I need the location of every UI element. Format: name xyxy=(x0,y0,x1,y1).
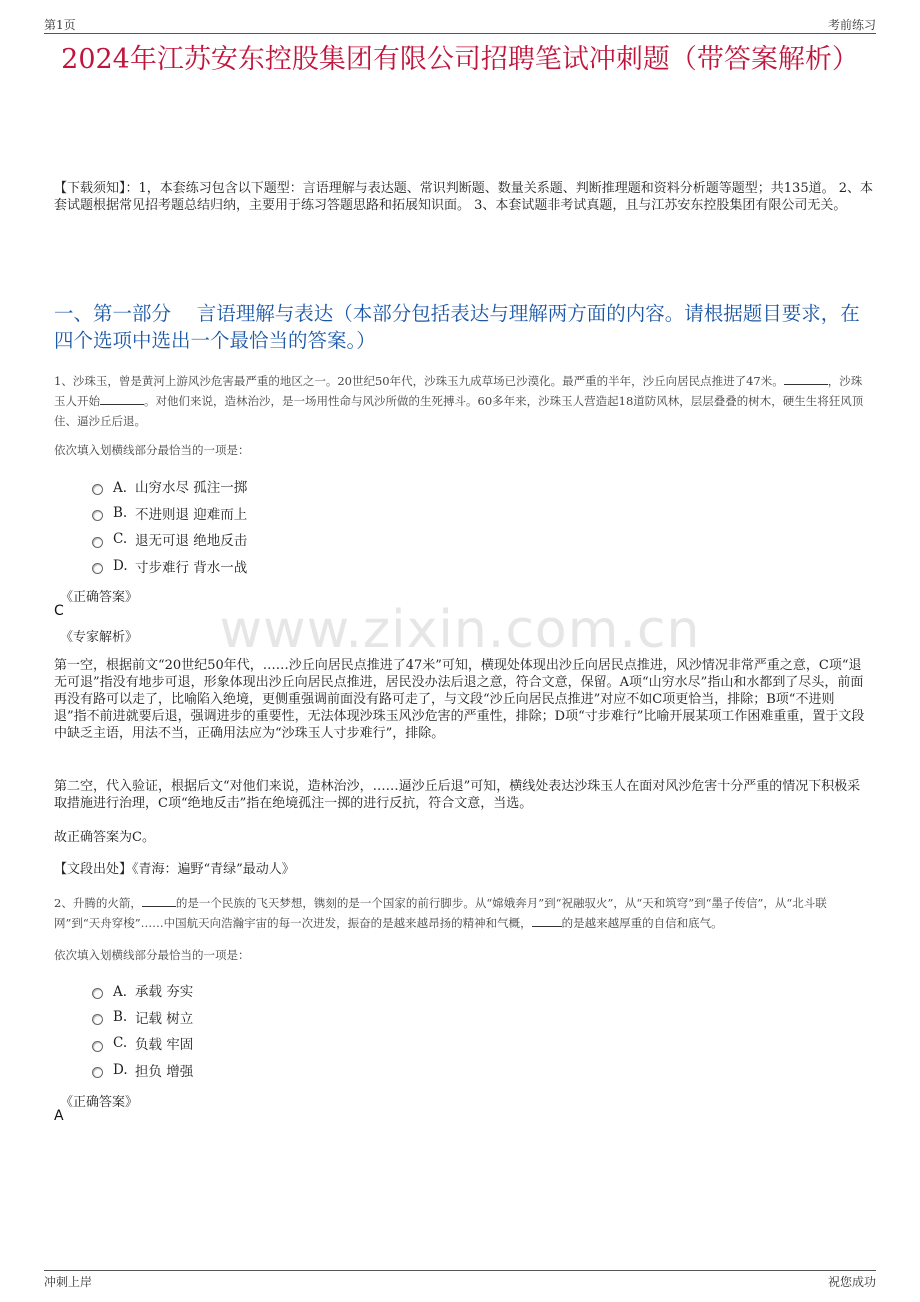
blank-2 xyxy=(532,914,562,927)
option-a[interactable]: A． 山穷水尽 孤注一掷 xyxy=(92,473,247,500)
footer-left-label: 冲刺上岸 xyxy=(44,1275,93,1289)
analysis-paragraph-2: 第二空，代入验证，根据后文“对他们来说，造林治沙，……逼沙丘后退”可知，横线处表达沙珠玉人在面对风沙危害十分严重的情况下积极采取措施进行治理，C项“绝地反击”指在绝境孤注一掷的进行反抗，符合文意，当选。 xyxy=(54,779,861,811)
footer-right-label: 祝您成功 xyxy=(827,1275,876,1289)
analysis-paragraph-1: 第一空，根据前文“20世纪50年代，……沙丘向居民点推进了47米”可知，横现处体现出沙丘向居民点推进，风沙情况非常严重之意，C项“退无可退”指没有地步可退，形象体现出沙丘向居民点推进，居民没办法后退之意，符合文意，保留。A项“山穷水尽”指山和水都到了尽头，前面再没有路可以走了，比喻陷入绝境，更侧重强调前面没有路可走了，与文段“沙丘向居民点推进”对应不如C项更恰当，排除；B项“不进则退”指不前进就要后退，强调进步的重要性，无法体现沙珠玉风沙危害的严重性，排除；D项“寸步难行”比喻开展某项工作困难重重，置于文段中缺乏主语，用法不当，正确用法应为“沙珠玉人寸步难行”，排除。 xyxy=(54,658,865,741)
analysis-label: 《专家解析》 xyxy=(60,630,139,645)
option-a[interactable]: A． 承载 夯实 xyxy=(92,977,193,1004)
answer-label: 《正确答案》 xyxy=(60,590,139,605)
option-b[interactable]: B. 记载 树立 xyxy=(92,1004,193,1031)
document-title: 2024年江苏安东控股集团有限公司招聘笔试冲刺题（带答案解析） xyxy=(61,44,859,75)
radio-icon[interactable] xyxy=(92,1067,103,1078)
answer-label: 《正确答案》 xyxy=(60,1095,139,1110)
question-2-prompt: 依次填入划横线部分最恰当的一项是： xyxy=(54,948,250,962)
option-b[interactable]: B. 不进则退 迎难而上 xyxy=(92,500,247,527)
answer-value: A xyxy=(54,1108,64,1124)
radio-icon[interactable] xyxy=(92,537,103,548)
question-1-prompt: 依次填入划横线部分最恰当的一项是： xyxy=(54,443,250,457)
radio-icon[interactable] xyxy=(92,988,103,999)
radio-icon[interactable] xyxy=(92,1014,103,1025)
question-1-options xyxy=(92,473,247,579)
analysis-conclusion: 故正确答案为C。 xyxy=(54,830,155,845)
header-divider xyxy=(44,33,876,34)
blank-2 xyxy=(100,392,144,405)
blank-1 xyxy=(784,372,828,385)
section-heading: 一、第一部分 言语理解与表达（本部分包括表达与理解两方面的内容。请根据题目要求，在四个选项中选出一个最恰当的答案。） xyxy=(54,302,860,352)
option-d[interactable]: D. 担负 增强 xyxy=(92,1057,193,1084)
blank-1 xyxy=(142,894,176,907)
footer-divider xyxy=(44,1270,876,1271)
download-notice: 【下载须知】：1，本套练习包含以下题型：言语理解与表达题、常识判断题、数量关系题、判断推理题和资料分析题等题型；共135道。 2、本套试题根据常见招考题总结归纳，主要用于练习答题思路和拓展知识面。 3、本套试题非考试真题，且与江苏安东控股集团有限公司无关。 xyxy=(54,181,873,213)
radio-icon[interactable] xyxy=(92,563,103,574)
page-number: 第1页 xyxy=(44,18,76,32)
source-citation: 【文段出处】《青海：遍野“青绿”最动人》 xyxy=(54,862,295,877)
radio-icon[interactable] xyxy=(92,510,103,521)
header-right-label: 考前练习 xyxy=(827,18,876,32)
question-2-text: 2、升腾的火箭， 的是一个民族的飞天梦想，镌刻的是一个国家的前行脚步。从“嫦娥奔月”到“祝融驭火”，从“天和筑穹”到“墨子传信”，从“北斗联网”到“天舟穿梭”……中国航天向浩瀚宇宙的每一次进发，振奋的是越来越昂扬的精神和气概， 的是越来越厚重的自信和底气。 xyxy=(54,896,827,930)
option-c[interactable]: C. 退无可退 绝地反击 xyxy=(92,526,247,553)
option-d[interactable]: D. 寸步难行 背水一战 xyxy=(92,553,247,580)
question-2-options xyxy=(92,977,193,1083)
answer-value: C xyxy=(54,603,64,619)
radio-icon[interactable] xyxy=(92,1041,103,1052)
question-1-text: 1、沙珠玉，曾是黄河上游风沙危害最严重的地区之一。20世纪50年代，沙珠玉九成草场已沙漠化。最严重的半年，沙丘向居民点推进了47米。 ，沙珠玉人开始 。对他们来说，造林治沙，是一场用性命与风沙所做的生死搏斗。60多年来，沙珠玉人营造起18道防风林，层层叠叠的树木，硬生生将狂风顶住、逼沙丘后退。 xyxy=(54,374,864,428)
option-c[interactable]: C. 负载 牢固 xyxy=(92,1030,193,1057)
radio-icon[interactable] xyxy=(92,484,103,495)
watermark: www.zixin.com.cn xyxy=(219,600,701,660)
